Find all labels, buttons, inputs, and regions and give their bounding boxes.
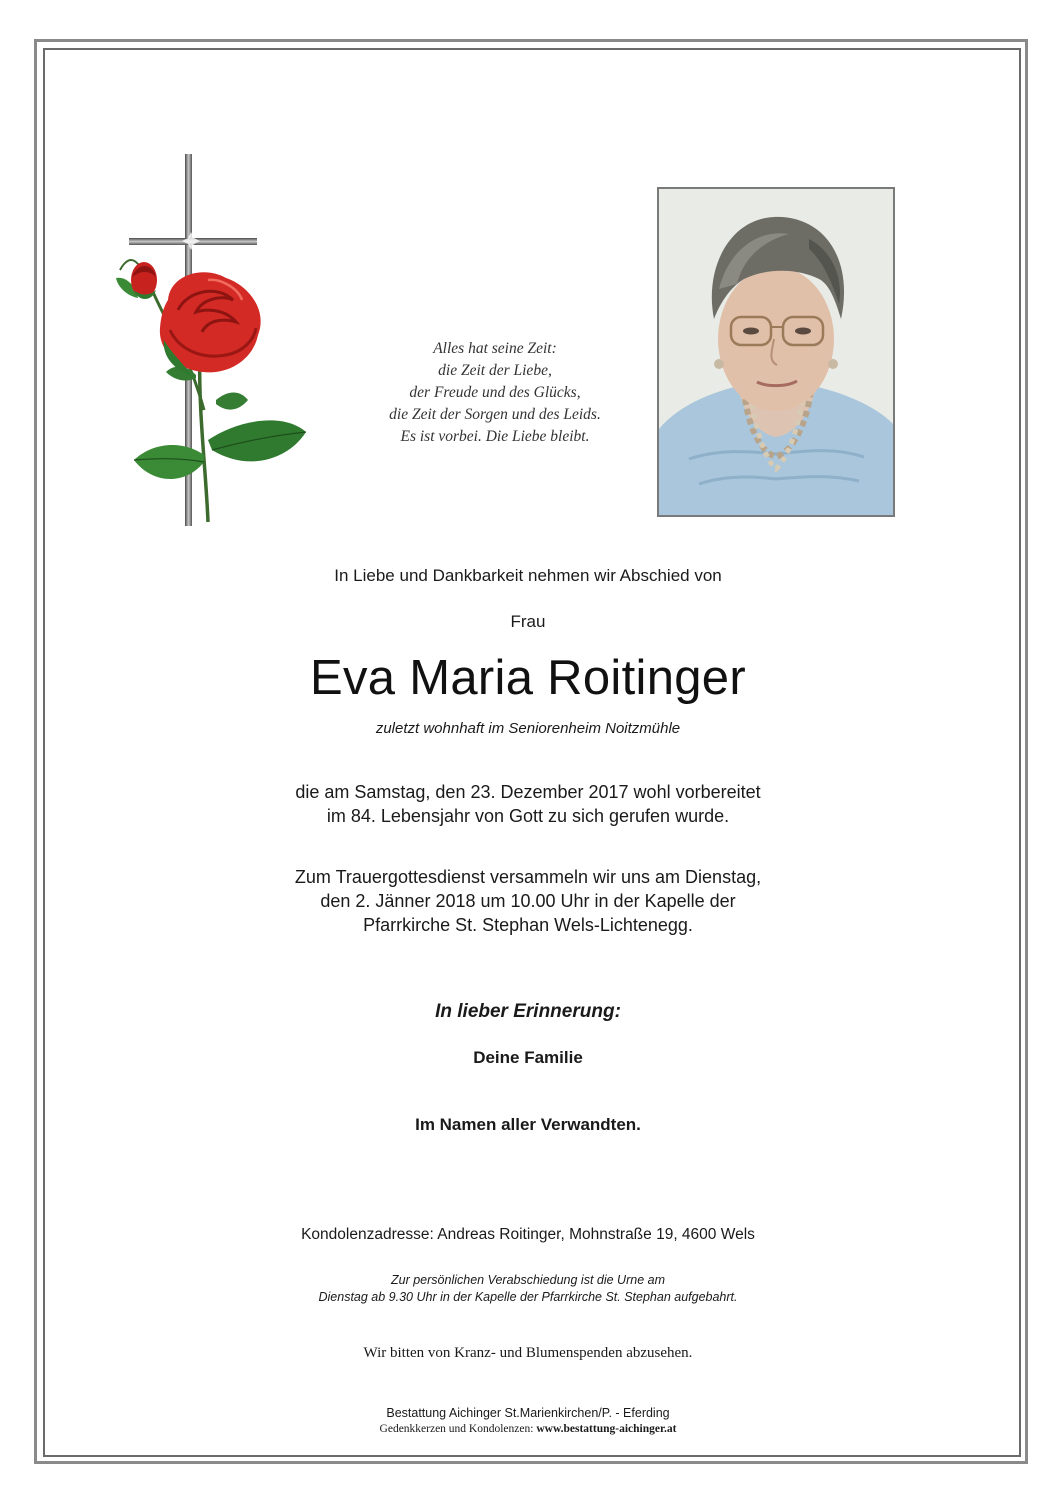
poem-line: Alles hat seine Zeit: bbox=[433, 340, 557, 357]
urn-line: Dienstag ab 9.30 Uhr in der Kapelle der Pfarrkirche St. Stephan aufgebahrt. bbox=[318, 1290, 738, 1304]
memory-heading: In lieber Erinnerung: bbox=[435, 1001, 621, 1022]
portrait-illustration bbox=[659, 189, 893, 515]
service-line: den 2. Jänner 2018 um 10.00 Uhr in der Kapelle der bbox=[320, 891, 736, 911]
contact-line bbox=[60, 1423, 996, 1435]
death-notice bbox=[60, 780, 996, 828]
service-line: Pfarrkirche St. Stephan Wels-Lichtenegg. bbox=[363, 915, 693, 935]
death-line: im 84. Lebensjahr von Gott zu sich gerufen wurde. bbox=[326, 806, 730, 826]
urn-notice bbox=[60, 1272, 996, 1306]
cross-with-rose-icon bbox=[108, 150, 318, 545]
poem-line: der Freude und des Glücks, bbox=[409, 384, 581, 401]
wreath-note: Wir bitten von Kranz- und Blumenspenden abzusehen. bbox=[363, 1345, 693, 1361]
death-line: die am Samstag, den 23. Dezember 2017 wohl vorbereitet bbox=[295, 782, 761, 802]
contact-label: Gedenkkerzen und Kondolenzen: bbox=[379, 1423, 534, 1435]
family-signature: Deine Familie bbox=[473, 1048, 583, 1067]
salutation: Frau bbox=[510, 612, 546, 631]
service-line: Zum Trauergottesdienst versammeln wir uns am Dienstag, bbox=[294, 867, 762, 887]
deceased-name: Eva Maria Roitinger bbox=[310, 651, 746, 705]
service-notice bbox=[60, 865, 996, 937]
undertaker-name: Bestattung Aichinger St.Marienkirchen/P. - Eferding bbox=[386, 1406, 670, 1420]
poem-line: Es ist vorbei. Die Liebe bleibt. bbox=[400, 428, 590, 445]
condolence-address: Kondolenzadresse: Andreas Roitinger, Mohnstraße 19, 4600 Wels bbox=[301, 1226, 755, 1243]
portrait-photo bbox=[657, 187, 895, 517]
intro-text: In Liebe und Dankbarkeit nehmen wir Abschied von bbox=[334, 566, 722, 585]
poem-line: die Zeit der Liebe, bbox=[438, 362, 552, 379]
urn-line: Zur persönlichen Verabschiedung ist die Urne am bbox=[391, 1273, 665, 1287]
relatives-signature: Im Namen aller Verwandten. bbox=[415, 1115, 641, 1134]
poem bbox=[340, 338, 650, 448]
residence-text: zuletzt wohnhaft im Seniorenheim Noitzmühle bbox=[375, 720, 681, 737]
poem-line: die Zeit der Sorgen und des Leids. bbox=[389, 406, 601, 423]
contact-url[interactable]: www.bestattung-aichinger.at bbox=[536, 1423, 677, 1435]
